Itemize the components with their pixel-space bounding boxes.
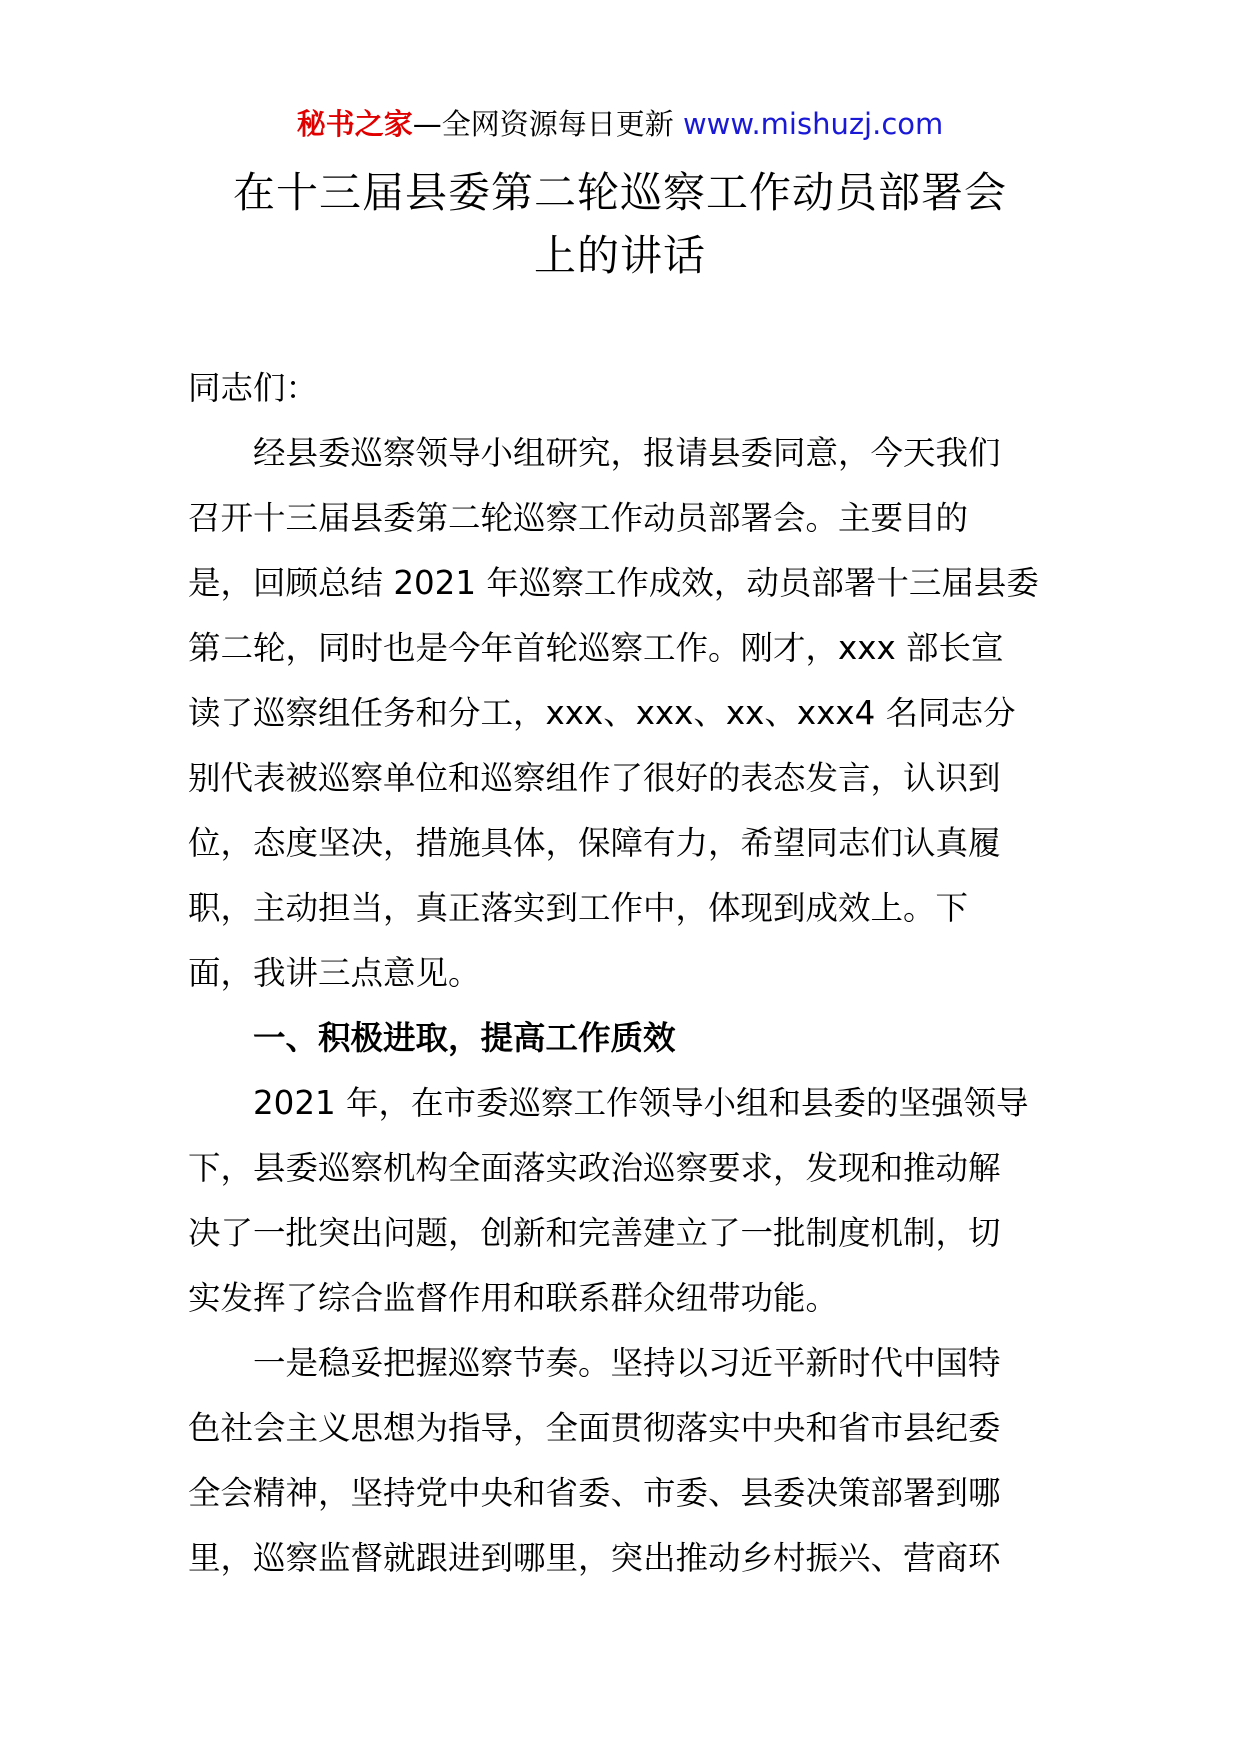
salutation: 同志们： <box>188 369 319 407</box>
body-line: 别代表被巡察单位和巡察组作了很好的表态发言，认识到 <box>188 759 1001 797</box>
body-line: 经县委巡察领导小组研究，报请县委同意，今天我们 <box>253 434 1001 472</box>
body-line: 里，巡察监督就跟进到哪里，突出推动乡村振兴、营商环 <box>188 1539 1001 1577</box>
body-line: 读了巡察组任务和分工，xxx、xxx、xx、xxx4 名同志分 <box>188 694 1016 732</box>
body-line: 下，县委巡察机构全面落实政治巡察要求，发现和推动解 <box>188 1149 1001 1187</box>
body-line: 色社会主义思想为指导，全面贯彻落实中央和省市县纪委 <box>188 1409 1001 1447</box>
body-line: 位，态度坚决，措施具体，保障有力，希望同志们认真履 <box>188 824 1001 862</box>
body-line: 面，我讲三点意见。 <box>188 954 481 992</box>
title-line-1: 在十三届县委第二轮巡察工作动员部署会 <box>232 168 1007 217</box>
site-url[interactable]: www.mishuzj.com <box>682 107 944 141</box>
section-heading: 一、积极进取，提高工作质效 <box>253 1019 676 1057</box>
site-header <box>0 102 1240 146</box>
body-line: 召开十三届县委第二轮巡察工作动员部署会。主要目的 <box>188 499 969 537</box>
body-line: 是，回顾总结 2021 年巡察工作成效，动员部署十三届县委 <box>188 564 1039 602</box>
brand-name: 秘书之家 <box>296 107 413 141</box>
body-line: 实发挥了综合监督作用和联系群众纽带功能。 <box>188 1279 839 1317</box>
title-line-2: 上的讲话 <box>533 231 706 280</box>
body-line: 决了一批突出问题，创新和完善建立了一批制度机制，切 <box>188 1214 1001 1252</box>
body-line: 一是稳妥把握巡察节奏。坚持以习近平新时代中国特 <box>253 1344 1001 1382</box>
body-line: 职，主动担当，真正落实到工作中，体现到成效上。下 <box>188 889 969 927</box>
header-slogan: —全网资源每日更新 <box>412 107 683 141</box>
document-body <box>188 356 1064 1591</box>
body-line: 全会精神，坚持党中央和省委、市委、县委决策部署到哪 <box>188 1474 1001 1512</box>
body-line: 2021 年，在市委巡察工作领导小组和县委的坚强领导 <box>253 1084 1029 1122</box>
body-line: 第二轮，同时也是今年首轮巡察工作。刚才，xxx 部长宣 <box>188 629 1004 667</box>
document-title <box>150 161 1090 287</box>
